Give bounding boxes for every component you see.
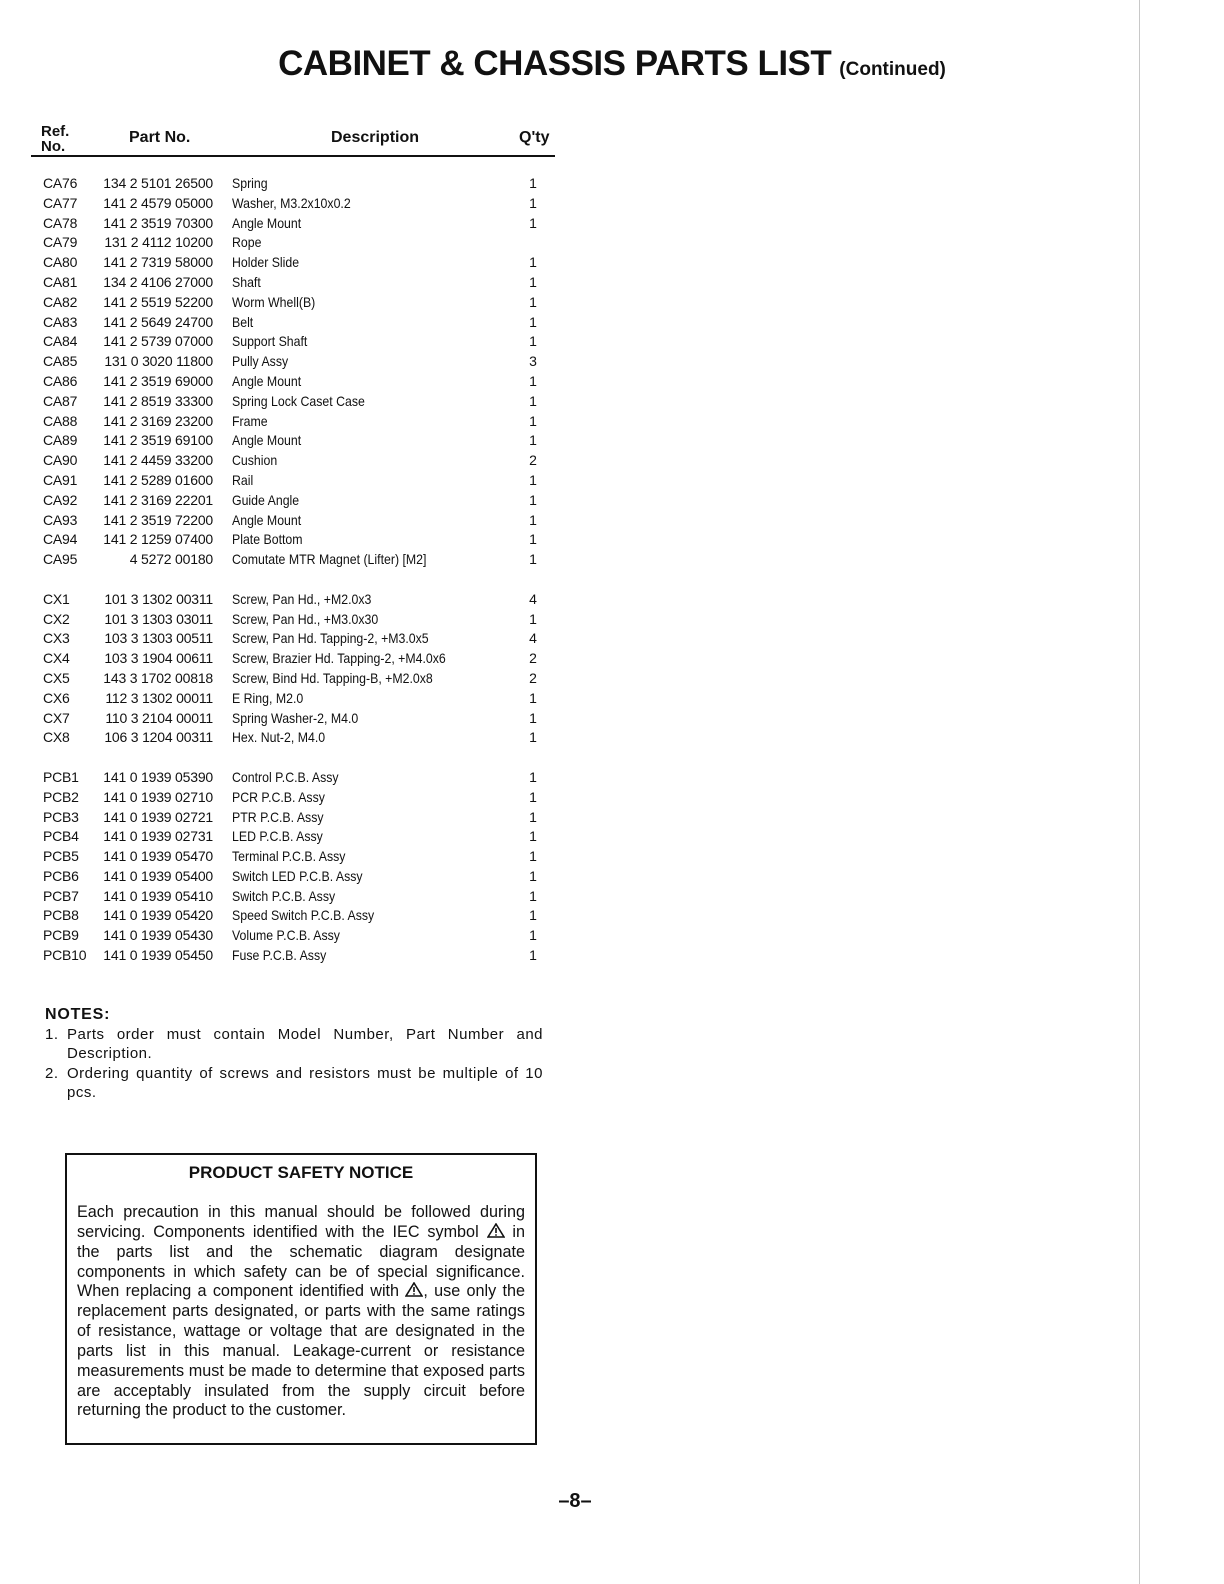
description-cell: Worm Whell(B) <box>232 293 316 310</box>
qty-cell: 4 <box>529 630 537 647</box>
part-number-cell: 141 2 7319 58000 <box>103 254 213 271</box>
ref-cell: CA76 <box>43 175 78 191</box>
ref-cell: PCB1 <box>43 768 79 785</box>
description-cell: Guide Angle <box>232 491 300 508</box>
part-number-cell: 141 2 5739 07000 <box>103 333 213 350</box>
description-cell: Terminal P.C.B. Assy <box>232 848 346 865</box>
qty-cell: 1 <box>529 947 537 964</box>
ref-cell: CX8 <box>43 729 70 746</box>
description-cell: Pully Assy <box>232 353 289 370</box>
qty-cell: 1 <box>529 273 537 290</box>
qty-cell: 1 <box>529 768 537 785</box>
description-cell: Comutate MTR Magnet (Lifter) [M2] <box>232 551 427 568</box>
qty-cell: 1 <box>529 907 537 924</box>
ref-cell: CA88 <box>43 412 78 429</box>
ref-cell: CX5 <box>43 669 70 686</box>
description-cell: Switch P.C.B. Assy <box>232 887 336 904</box>
notes-section <box>45 1005 543 1103</box>
part-number-cell: 141 2 3519 69100 <box>103 432 213 449</box>
part-number-cell: 141 2 5649 24700 <box>103 313 213 330</box>
description-cell: PTR P.C.B. Assy <box>232 808 324 825</box>
note-item <box>45 1025 543 1064</box>
qty-cell: 1 <box>529 808 537 825</box>
title-main: CABINET & CHASSIS PARTS LIST <box>278 44 832 83</box>
part-number-cell: 131 2 4112 10200 <box>104 234 213 251</box>
title-suffix: (Continued) <box>839 59 946 80</box>
ref-cell: PCB2 <box>43 788 79 805</box>
ref-cell: CX4 <box>43 650 70 667</box>
ref-cell: PCB7 <box>43 887 79 904</box>
product-safety-notice <box>65 1153 537 1445</box>
note-number: 1. <box>45 1025 59 1043</box>
description-cell: Belt <box>232 313 254 330</box>
qty-cell: 1 <box>529 333 537 350</box>
part-number-cell: 141 2 4459 33200 <box>103 452 213 469</box>
warning-triangle-icon <box>487 1223 505 1238</box>
ref-cell: CA77 <box>43 194 78 211</box>
ref-cell: CA86 <box>43 372 78 389</box>
qty-cell: 1 <box>529 392 537 409</box>
ref-cell: CA84 <box>43 333 78 350</box>
part-number-cell: 134 2 5101 26500 <box>103 175 213 191</box>
description-cell: Speed Switch P.C.B. Assy <box>232 907 375 924</box>
safety-text-1: Each precaution in this manual should be followed during servicing. Components identified with the IEC symbol <box>77 1203 525 1241</box>
ref-cell: CX2 <box>43 610 70 627</box>
qty-cell: 1 <box>529 313 537 330</box>
ref-cell: CA94 <box>43 531 78 548</box>
page-edge-divider <box>1139 0 1140 1584</box>
ref-cell: CA78 <box>43 214 78 231</box>
qty-cell: 4 <box>529 590 537 607</box>
part-number-cell: 141 0 1939 05430 <box>103 927 213 944</box>
ref-cell: CX7 <box>43 709 70 726</box>
qty-cell: 1 <box>529 254 537 271</box>
ref-cell: PCB8 <box>43 907 79 924</box>
safety-notice-title: PRODUCT SAFETY NOTICE <box>188 1163 414 1182</box>
part-number-cell: 141 2 5519 52200 <box>103 293 213 310</box>
part-number-cell: 141 2 8519 33300 <box>103 392 213 409</box>
qty-cell: 2 <box>529 669 537 686</box>
qty-cell: 1 <box>529 828 537 845</box>
part-number-cell: 141 2 3519 72200 <box>103 511 213 528</box>
ref-cell: CA95 <box>43 551 78 568</box>
description-cell: Screw, Pan Hd., +M2.0x3 <box>232 590 372 607</box>
part-number-cell: 4 5272 00180 <box>129 551 213 568</box>
qty-cell: 1 <box>529 372 537 389</box>
qty-cell: 1 <box>529 293 537 310</box>
note-text: Ordering quantity of screws and resistors must be multiple of 10 pcs. <box>67 1064 543 1101</box>
safety-text-2: in the parts list and the schematic diagram designate components in which safety can be of special significance. When replacing a component identified with <box>77 1222 526 1301</box>
ref-cell: PCB3 <box>43 808 79 825</box>
part-number-cell: 141 0 1939 05410 <box>103 887 213 904</box>
note-item <box>45 1064 543 1103</box>
ref-cell: CA81 <box>43 273 78 290</box>
qty-cell: 1 <box>529 887 537 904</box>
ref-cell: CX3 <box>43 630 70 647</box>
part-number-cell: 103 3 1904 00611 <box>104 650 213 667</box>
description-cell: LED P.C.B. Assy <box>232 828 323 845</box>
part-number-cell: 141 0 1939 05470 <box>103 848 213 865</box>
description-cell: E Ring, M2.0 <box>232 689 304 706</box>
description-cell: Angle Mount <box>232 511 302 528</box>
qty-cell: 1 <box>529 432 537 449</box>
description-cell: Control P.C.B. Assy <box>232 768 339 785</box>
ref-cell: CA91 <box>43 471 78 488</box>
qty-cell: 1 <box>529 214 537 231</box>
header-ref-no <box>41 124 69 154</box>
part-number-cell: 141 0 1939 05390 <box>103 768 213 785</box>
part-number-cell: 141 2 4579 05000 <box>103 194 213 211</box>
ref-cell: PCB9 <box>43 927 79 944</box>
header-part-no: Part No. <box>129 129 191 146</box>
description-cell: Switch LED P.C.B. Assy <box>232 867 363 884</box>
description-cell: Spring Washer-2, M4.0 <box>232 709 359 726</box>
part-number-cell: 141 0 1939 02710 <box>103 788 213 805</box>
note-text: Parts order must contain Model Number, Part Number and Description. <box>67 1025 543 1062</box>
qty-cell: 1 <box>529 491 537 508</box>
qty-cell: 1 <box>529 531 537 548</box>
description-cell: Plate Bottom <box>232 531 303 548</box>
part-number-cell: 143 3 1702 00818 <box>103 669 213 686</box>
page-number: –8– <box>558 1490 592 1512</box>
ref-cell: CA90 <box>43 452 78 469</box>
part-number-cell: 141 0 1939 02721 <box>103 808 213 825</box>
ref-cell: CA92 <box>43 491 78 508</box>
description-cell: Angle Mount <box>232 214 302 231</box>
qty-cell: 1 <box>529 788 537 805</box>
description-cell: Spring <box>232 175 268 191</box>
ref-cell: CA89 <box>43 432 78 449</box>
part-number-cell: 103 3 1303 00511 <box>104 630 213 647</box>
qty-cell: 1 <box>529 511 537 528</box>
description-cell: Screw, Bind Hd. Tapping-B, +M2.0x8 <box>232 669 433 686</box>
ref-cell: CA80 <box>43 254 78 271</box>
ref-cell: CA82 <box>43 293 78 310</box>
qty-cell: 1 <box>529 412 537 429</box>
qty-cell: 1 <box>529 848 537 865</box>
part-number-cell: 106 3 1204 00311 <box>104 729 213 746</box>
ref-cell: CX6 <box>43 689 70 706</box>
header-rule <box>31 155 555 157</box>
qty-cell: 1 <box>529 867 537 884</box>
qty-cell: 1 <box>529 729 537 746</box>
part-number-cell: 141 2 3519 69000 <box>103 372 213 389</box>
description-cell: Volume P.C.B. Assy <box>232 927 340 944</box>
part-number-cell: 141 0 1939 05420 <box>103 907 213 924</box>
ref-cell: PCB4 <box>43 828 79 845</box>
description-cell: Fuse P.C.B. Assy <box>232 947 327 964</box>
part-number-cell: 101 3 1303 03011 <box>104 610 213 627</box>
qty-cell: 1 <box>529 175 537 191</box>
warning-triangle-icon <box>405 1282 423 1297</box>
qty-cell: 3 <box>529 353 537 370</box>
description-cell: Hex. Nut-2, M4.0 <box>232 729 326 746</box>
note-number: 2. <box>45 1064 59 1082</box>
description-cell: Cushion <box>232 452 278 469</box>
part-number-cell: 134 2 4106 27000 <box>103 273 213 290</box>
qty-cell: 2 <box>529 452 537 469</box>
safety-text-3: , use only the replacement parts designated, or parts with the same ratings of resistance, wattage or voltage that are designated in the parts list in this manual. Leakage-current or resistance measurements must be made to determine that exposed parts are acceptably insulated from the supply circuit before returning the product to the customer. <box>77 1282 525 1420</box>
part-number-cell: 141 2 3169 22201 <box>103 491 213 508</box>
qty-cell: 1 <box>529 927 537 944</box>
header-description: Description <box>331 129 420 146</box>
description-cell: Support Shaft <box>232 333 308 350</box>
ref-cell: CA93 <box>43 511 78 528</box>
ref-cell: PCB10 <box>43 947 87 964</box>
description-cell: Holder Slide <box>232 254 300 271</box>
notes-title: NOTES: <box>45 1006 111 1023</box>
part-number-cell: 141 2 1259 07400 <box>103 531 213 548</box>
ref-cell: CA87 <box>43 392 78 409</box>
header-ref-line2: No. <box>41 138 66 155</box>
ref-cell: PCB5 <box>43 848 79 865</box>
qty-cell: 1 <box>529 551 537 568</box>
qty-cell: 1 <box>529 610 537 627</box>
part-number-cell: 141 0 1939 05400 <box>103 867 213 884</box>
part-number-cell: 110 3 2104 00011 <box>105 709 213 726</box>
page-title <box>0 44 1224 84</box>
part-number-cell: 141 0 1939 05450 <box>103 947 213 964</box>
part-number-cell: 141 2 3169 23200 <box>103 412 213 429</box>
ref-cell: CA83 <box>43 313 78 330</box>
description-cell: Screw, Pan Hd., +M3.0x30 <box>232 610 379 627</box>
description-cell: Washer, M3.2x10x0.2 <box>232 194 351 211</box>
description-cell: Angle Mount <box>232 432 302 449</box>
part-number-cell: 141 2 3519 70300 <box>103 214 213 231</box>
description-cell: Shaft <box>232 273 261 290</box>
qty-cell: 1 <box>529 471 537 488</box>
part-number-cell: 112 3 1302 00011 <box>105 689 213 706</box>
description-cell: Screw, Brazier Hd. Tapping-2, +M4.0x6 <box>232 650 446 667</box>
qty-cell: 1 <box>529 194 537 211</box>
ref-cell: CA85 <box>43 353 78 370</box>
part-number-cell: 131 0 3020 11800 <box>104 353 213 370</box>
header-ref-line1: Ref. <box>41 123 70 140</box>
ref-cell: CA79 <box>43 234 78 251</box>
description-cell: Rail <box>232 471 254 488</box>
description-cell: Screw, Pan Hd. Tapping-2, +M3.0x5 <box>232 630 429 647</box>
part-number-cell: 141 2 5289 01600 <box>103 471 213 488</box>
qty-cell: 2 <box>529 650 537 667</box>
description-cell: Rope <box>232 234 262 251</box>
qty-cell: 1 <box>529 689 537 706</box>
ref-cell: PCB6 <box>43 867 79 884</box>
description-cell: Frame <box>232 412 268 429</box>
qty-cell: 1 <box>529 709 537 726</box>
description-cell: Angle Mount <box>232 372 302 389</box>
part-number-cell: 101 3 1302 00311 <box>104 590 213 607</box>
header-qty: Q'ty <box>519 129 550 146</box>
description-cell: Spring Lock Caset Case <box>232 392 365 409</box>
ref-cell: CX1 <box>43 590 70 607</box>
safety-notice-body <box>77 1203 525 1421</box>
part-number-cell: 141 0 1939 02731 <box>103 828 213 845</box>
description-cell: PCR P.C.B. Assy <box>232 788 325 805</box>
